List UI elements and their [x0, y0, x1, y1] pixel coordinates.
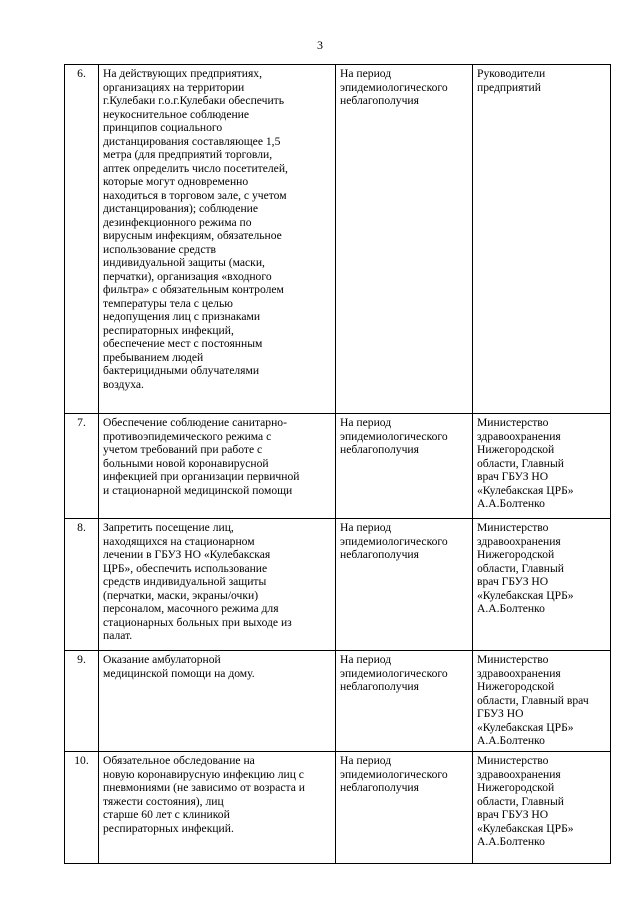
period-line: эпидемиологического — [340, 429, 448, 443]
period-line: неблагополучия — [340, 94, 419, 107]
measure-line: новую коронавирусную инфекцию лиц с — [103, 767, 304, 781]
period-line: На период — [340, 653, 392, 666]
responsible-line: врач ГБУЗ НО — [477, 575, 549, 588]
responsible-line: А.А.Болтенко — [477, 835, 545, 848]
measure-line: организациях на территории — [103, 80, 245, 94]
measure-line: палат. — [103, 629, 133, 642]
measure-line: г.Кулебаки г.о.г.Кулебаки обеспечить — [103, 94, 285, 107]
measure-line: температуры тела с целью — [103, 296, 233, 310]
measure-line: индивидуальной защиты (маски, — [103, 256, 265, 269]
responsible-line: здравоохранения — [477, 767, 561, 781]
measure-line: Запретить посещение лиц, — [103, 521, 234, 534]
responsible-line: «Кулебакская ЦРБ» — [477, 483, 574, 497]
responsible-line: врач ГБУЗ НО — [477, 808, 549, 821]
measure-line: тяжести состояния), лиц — [103, 794, 224, 808]
period-line: неблагополучия — [340, 443, 419, 456]
responsible-line: Нижегородской — [477, 548, 555, 561]
responsible-line: А.А.Болтенко — [477, 734, 545, 747]
responsible-line: А.А.Болтенко — [477, 602, 545, 615]
measure-cell — [99, 519, 336, 651]
responsible-line: здравоохранения — [477, 429, 561, 443]
responsible-cell — [473, 752, 611, 864]
measure-line: неукоснительное соблюдение — [103, 107, 250, 121]
measure-cell — [99, 651, 336, 752]
responsible-line: области, Главный — [477, 456, 564, 470]
page-number: 3 — [317, 38, 323, 52]
row-number: 10. — [65, 752, 99, 864]
measure-line: респираторных инфекций, — [103, 323, 234, 337]
measure-line: принципов социального — [103, 121, 223, 134]
responsible-line: Министерство — [477, 653, 549, 666]
responsible-cell — [473, 65, 611, 414]
responsible-line: врач ГБУЗ НО — [477, 470, 549, 483]
measure-line: метра (для предприятий торговли, — [103, 148, 273, 161]
measure-line: респираторных инфекций. — [103, 821, 234, 835]
period-line: неблагополучия — [340, 781, 419, 794]
table-row — [65, 519, 611, 651]
period-cell — [336, 651, 473, 752]
responsible-line: Нижегородской — [477, 443, 555, 456]
table-row — [65, 65, 611, 414]
table-row — [65, 651, 611, 752]
measure-line: недопущения лиц с признаками — [103, 310, 261, 323]
measure-cell — [99, 752, 336, 864]
measure-line: лечении в ГБУЗ НО «Кулебакская — [103, 548, 271, 561]
responsible-line: «Кулебакская ЦРБ» — [477, 588, 574, 602]
responsible-cell — [473, 651, 611, 752]
period-line: эпидемиологического — [340, 534, 448, 548]
measure-cell — [99, 65, 336, 414]
measure-line: Оказание амбулаторной — [103, 653, 221, 666]
responsible-line: здравоохранения — [477, 534, 561, 548]
period-line: На период — [340, 67, 392, 80]
responsible-line: Министерство — [477, 521, 549, 534]
measure-line: Обеспечение соблюдение санитарно- — [103, 416, 287, 429]
measure-line: и стационарной медицинской помощи — [103, 483, 293, 497]
measure-line: больными новой коронавирусной — [103, 456, 269, 470]
measure-cell — [99, 414, 336, 519]
period-line: На период — [340, 521, 392, 534]
measure-line: дезинфекционного режима по — [103, 215, 252, 229]
period-line: эпидемиологического — [340, 666, 448, 680]
period-cell — [336, 414, 473, 519]
responsible-cell — [473, 414, 611, 519]
measure-line: обеспечение мест с постоянным — [103, 337, 263, 350]
measure-line: находиться в торговом зале, с учетом — [103, 188, 287, 202]
period-cell — [336, 65, 473, 414]
measure-line: учетом требований при работе с — [103, 443, 263, 456]
measure-line: пребыванием людей — [103, 350, 204, 364]
measure-line: инфекцией при организации первичной — [103, 470, 300, 483]
period-line: неблагополучия — [340, 548, 419, 561]
responsible-line: Нижегородской — [477, 781, 555, 794]
measure-line: перчатки), организация «входного — [103, 269, 272, 283]
measure-line: дистанцирования); соблюдение — [103, 202, 259, 215]
period-line: эпидемиологического — [340, 80, 448, 94]
table-row — [65, 752, 611, 864]
measure-line: На действующих предприятиях, — [103, 67, 262, 80]
measure-line: аптек определить число посетителей, — [103, 161, 288, 175]
responsible-line: Министерство — [477, 754, 549, 767]
responsible-line: области, Главный — [477, 561, 564, 575]
table-row — [65, 414, 611, 519]
measure-line: средств индивидуальной защиты — [103, 575, 267, 588]
measure-line: (перчатки, маски, экраны/очки) — [103, 588, 259, 602]
row-number: 9. — [65, 651, 99, 752]
period-line: эпидемиологического — [340, 767, 448, 781]
measure-line: бактерицидными облучателями — [103, 364, 260, 377]
measure-line: Обязательное обследование на — [103, 754, 255, 767]
responsible-line: ГБУЗ НО — [477, 707, 524, 720]
measure-line: использование средств — [103, 242, 217, 256]
row-number: 7. — [65, 414, 99, 519]
responsible-line: здравоохранения — [477, 666, 561, 680]
measure-line: пневмониями (не зависимо от возраста и — [103, 781, 305, 794]
measure-line: дистанцирования составляющее 1,5 — [103, 134, 281, 148]
row-number: 8. — [65, 519, 99, 651]
responsible-line: области, Главный врач — [477, 693, 589, 707]
measure-line: противоэпидемического режима с — [103, 429, 272, 443]
measure-line: воздуха. — [103, 377, 144, 391]
measure-line: которые могут одновременно — [103, 175, 249, 188]
responsible-cell — [473, 519, 611, 651]
responsible-line: «Кулебакская ЦРБ» — [477, 821, 574, 835]
period-cell — [336, 752, 473, 864]
measures-table — [64, 64, 611, 864]
period-line: неблагополучия — [340, 680, 419, 693]
measure-line: фильтра» с обязательным контролем — [103, 283, 284, 296]
responsible-line: предприятий — [477, 80, 541, 94]
responsible-line: «Кулебакская ЦРБ» — [477, 720, 574, 734]
measure-line: находящихся на стационарном — [103, 534, 255, 548]
responsible-line: Нижегородской — [477, 680, 555, 693]
measure-line: вирусным инфекциям, обязательное — [103, 229, 282, 242]
period-cell — [336, 519, 473, 651]
responsible-line: области, Главный — [477, 794, 564, 808]
period-line: На период — [340, 416, 392, 429]
responsible-line: Руководители — [477, 67, 546, 80]
measure-line: старше 60 лет с клиникой — [103, 808, 230, 821]
period-line: На период — [340, 754, 392, 767]
responsible-line: А.А.Болтенко — [477, 497, 545, 510]
measure-line: стационарных больных при выходе из — [103, 615, 292, 629]
responsible-line: Министерство — [477, 416, 549, 429]
measure-line: персоналом, масочного режима для — [103, 602, 279, 615]
measure-line: ЦРБ», обеспечить использование — [103, 561, 268, 575]
row-number: 6. — [65, 65, 99, 414]
measure-line: медицинской помощи на дому. — [103, 666, 255, 680]
